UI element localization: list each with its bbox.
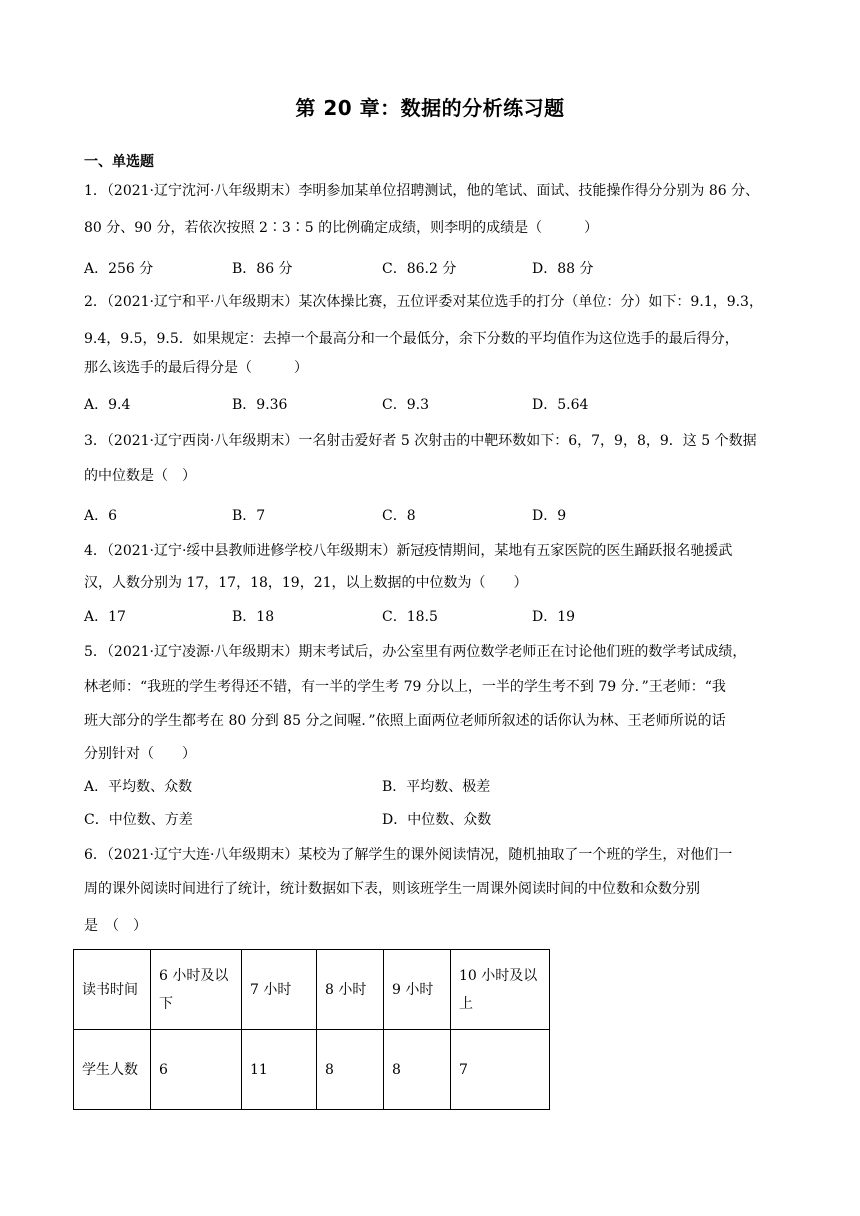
question-3-option-c: C．8 — [382, 508, 416, 524]
question-4-line-1: 4．（2021·辽宁·绥中县教师进修学校八年级期末）新冠疫情期间，某地有五家医院的医生踊跃报名驰援武 — [84, 543, 733, 559]
table-header-cell: 读书时间 — [74, 950, 151, 1030]
page-title: 第 20 章：数据的分析练习题 — [295, 96, 565, 120]
question-5-line-1: 5．（2021·辽宁凌源·八年级期末）期末考试后，办公室里有两位数学老师正在讨论他们班的数学考试成绩， — [84, 644, 747, 660]
question-4-option-a: A．17 — [84, 609, 126, 625]
question-5-line-4: 分别针对（ ） — [84, 746, 196, 762]
question-3-line-1: 3．（2021·辽宁西岗·八年级期末）一名射击爱好者 5 次射击的中靶环数如下：6，7，9，8，9．这 5 个数据 — [84, 433, 757, 449]
question-5-option-c: C．中位数、方差 — [84, 812, 193, 828]
table-header-cell: 7 小时 — [242, 950, 317, 1030]
table-header-cell: 6 小时及以下 — [151, 950, 242, 1030]
question-5-option-a: A．平均数、众数 — [84, 779, 193, 795]
question-1-line-2: 80 分、90 分，若依次按照 2∶3∶5 的比例确定成绩，则李明的成绩是（ ） — [84, 220, 599, 236]
question-5-option-d: D．中位数、众数 — [382, 812, 492, 828]
question-2-option-c: C．9.3 — [382, 397, 429, 413]
table-cell: 8 — [384, 1030, 451, 1110]
question-2-line-3: 那么该选手的最后得分是（ ） — [84, 360, 308, 376]
question-1-line-1: 1．（2021·辽宁沈河·八年级期末）李明参加某单位招聘测试，他的笔试、面试、技能操作得分分别为 86 分、 — [84, 183, 760, 199]
question-1-option-c: C．86.2 分 — [382, 261, 457, 277]
question-2-line-1: 2．（2021·辽宁和平·八年级期末）某次体操比赛，五位评委对某位选手的打分（单位：分）如下：9.1，9.3， — [84, 294, 763, 310]
question-5-line-2: 林老师：“我班的学生考得还不错，有一半的学生考 79 分以上，一半的学生考不到 79 分．”王老师：“我 — [84, 679, 726, 695]
table-cell: 7 — [451, 1030, 550, 1110]
table-cell: 11 — [242, 1030, 317, 1110]
table-row — [74, 950, 550, 1030]
question-6-line-3: 是 （ ） — [84, 918, 147, 934]
question-5-line-3: 班大部分的学生都考在 80 分到 85 分之间喔．”依照上面两位老师所叙述的话你认为林、王老师所说的话 — [84, 713, 726, 729]
table-cell: 6 — [151, 1030, 242, 1110]
question-4-line-2: 汉，人数分别为 17，17，18，19，21，以上数据的中位数为（ ） — [84, 575, 528, 591]
table-cell: 学生人数 — [74, 1030, 151, 1110]
question-6-line-1: 6．（2021·辽宁大连·八年级期末）某校为了解学生的课外阅读情况，随机抽取了一个班的学生，对他们一 — [84, 847, 733, 863]
question-3-option-a: A．6 — [84, 508, 118, 524]
table-cell: 8 — [317, 1030, 384, 1110]
section-heading: 一、单选题 — [84, 154, 154, 170]
question-1-option-a: A．256 分 — [84, 261, 154, 277]
question-4-option-d: D．19 — [532, 609, 576, 625]
question-3-line-2: 的中位数是（ ） — [84, 468, 196, 484]
question-2-option-d: D．5.64 — [532, 397, 589, 413]
table-header-cell: 9 小时 — [384, 950, 451, 1030]
question-5-option-b: B．平均数、极差 — [382, 779, 491, 795]
table-row — [74, 1030, 550, 1110]
question-2-option-b: B．9.36 — [232, 397, 288, 413]
question-1-option-d: D．88 分 — [532, 261, 594, 277]
question-3-option-b: B．7 — [232, 508, 266, 524]
question-1-option-b: B．86 分 — [232, 261, 293, 277]
question-3-option-d: D．9 — [532, 508, 567, 524]
table-header-cell: 8 小时 — [317, 950, 384, 1030]
reading-time-table — [73, 949, 550, 1110]
table-header-cell: 10 小时及以上 — [451, 950, 550, 1030]
question-2-option-a: A．9.4 — [84, 397, 131, 413]
question-6-line-2: 周的课外阅读时间进行了统计，统计数据如下表，则该班学生一周课外阅读时间的中位数和众数分别 — [84, 881, 700, 897]
question-4-option-c: C．18.5 — [382, 609, 438, 625]
question-2-line-2: 9.4，9.5，9.5．如果规定：去掉一个最高分和一个最低分，余下分数的平均值作为这位选手的最后得分， — [84, 331, 739, 347]
question-4-option-b: B．18 — [232, 609, 275, 625]
